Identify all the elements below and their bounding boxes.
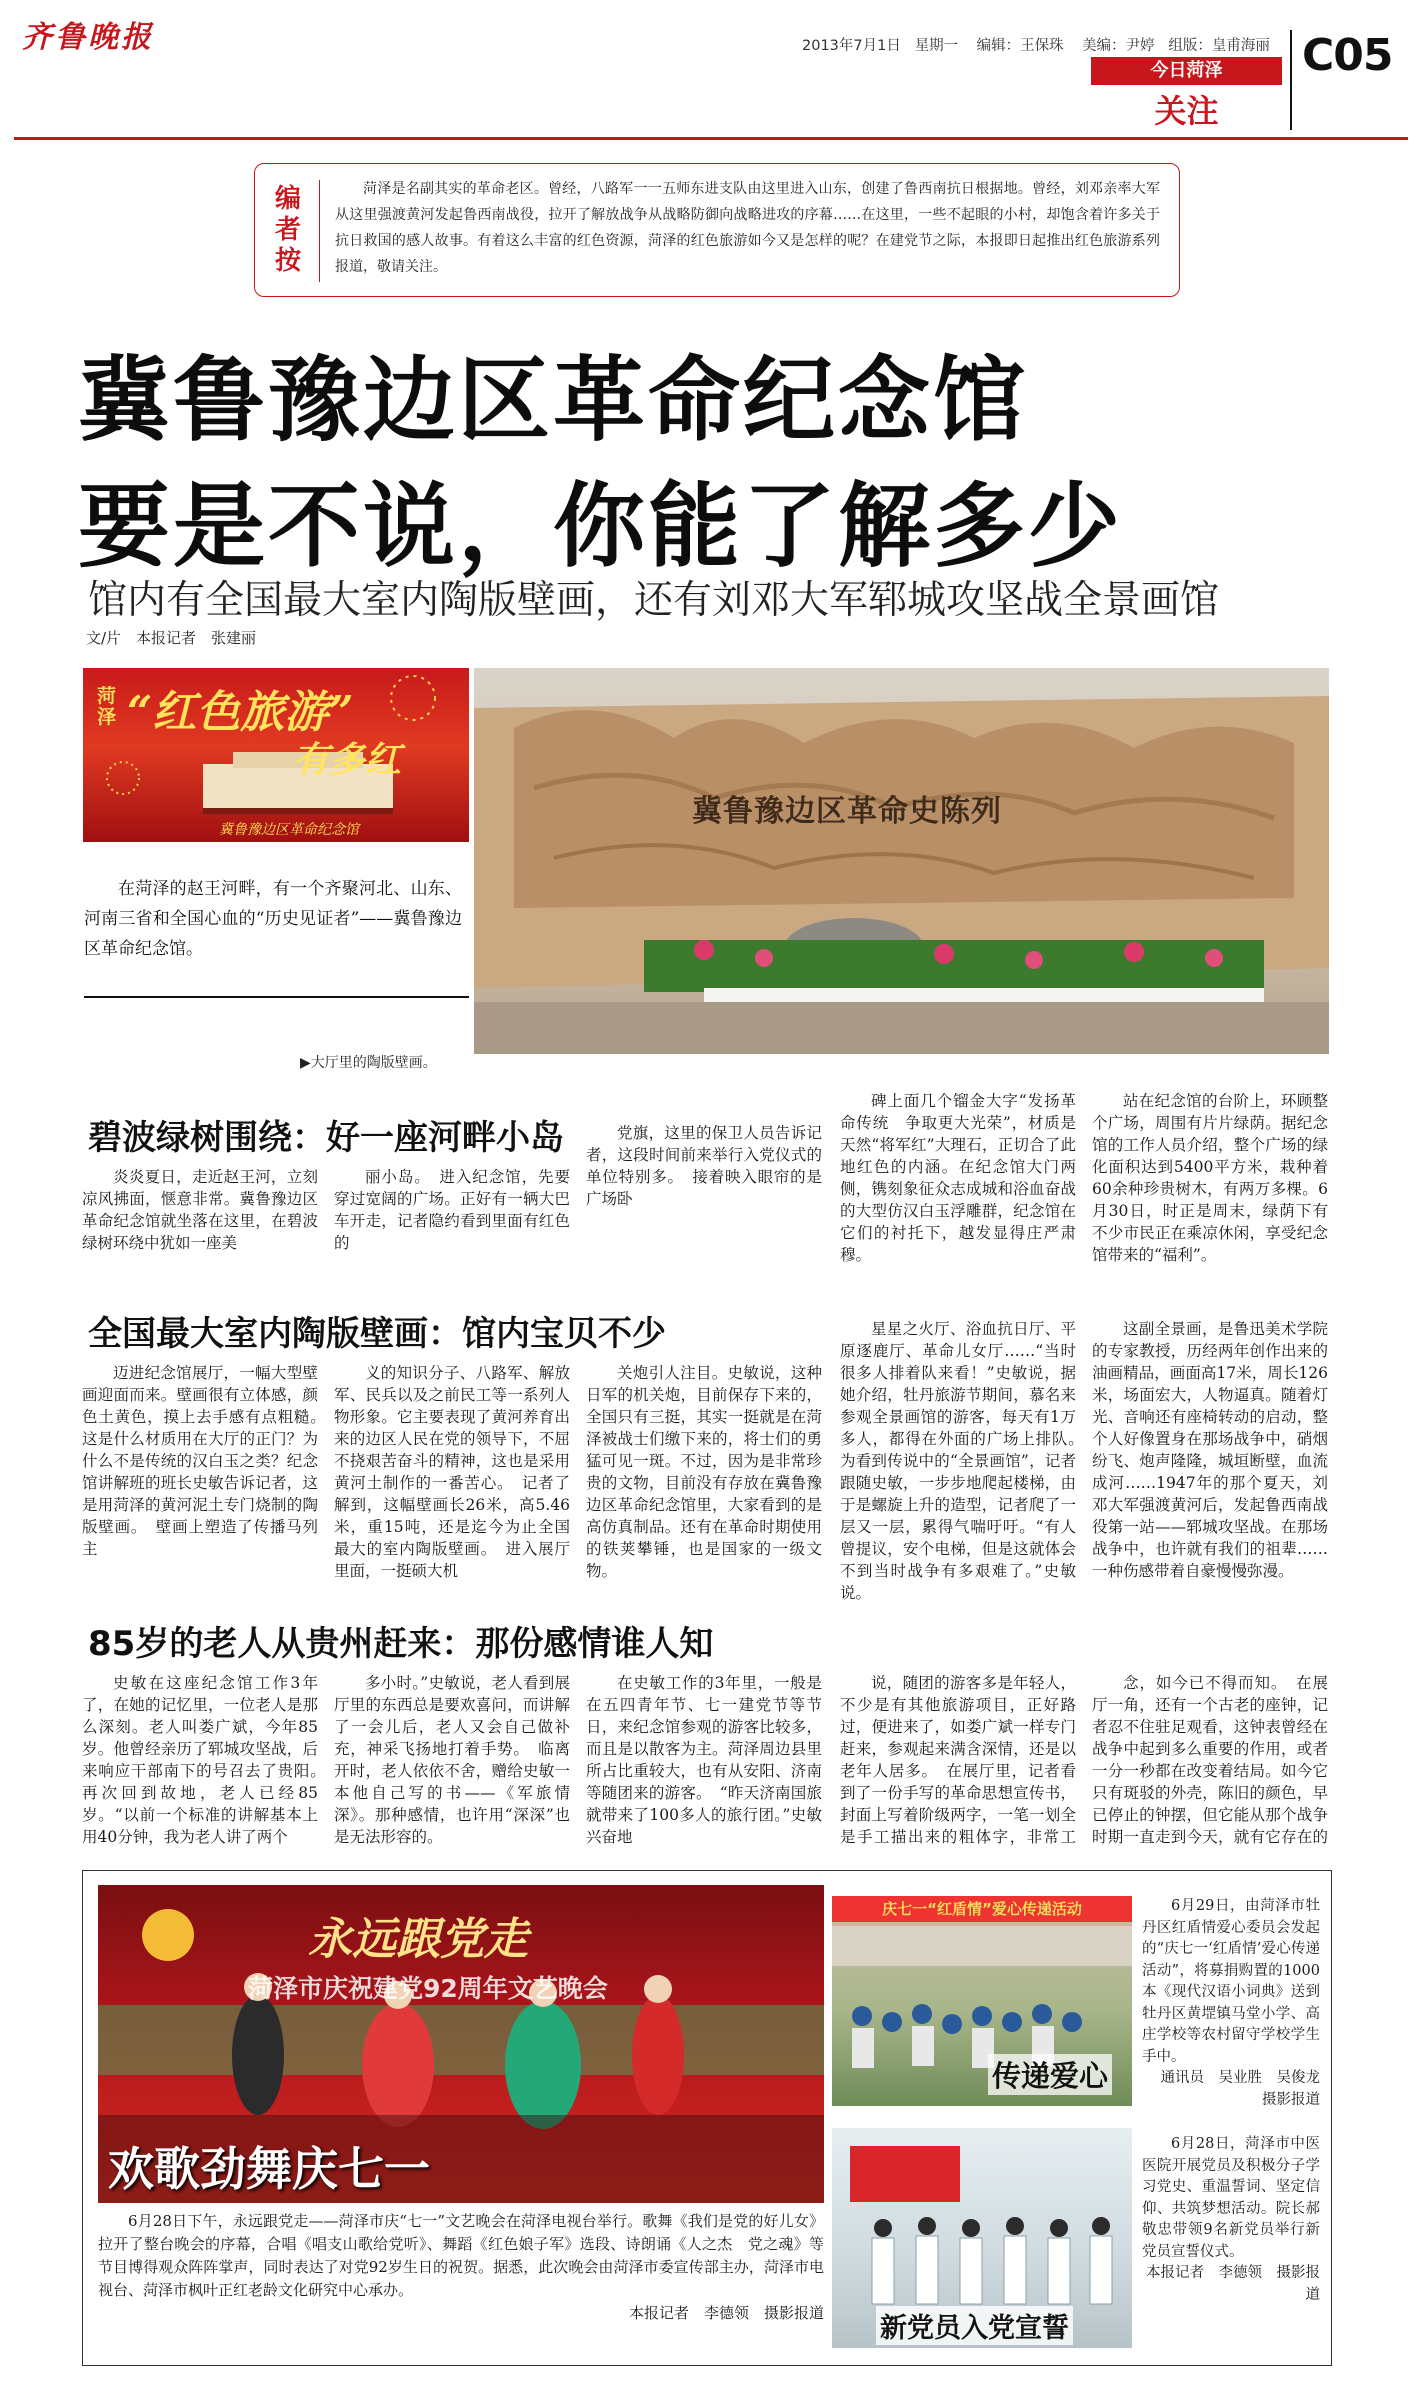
right-col-2a: [1092, 1090, 1328, 1310]
stage-banner: 永远跟党走: [308, 1914, 528, 1965]
section-2-col-3-text: 关炮引人注目。史敏说，这种日军的机关炮，目前保存下来的，全国只有三挺，其实一挺就是在菏泽被战士们缴下来的，将士们的勇猛可见一斑。不过，因为是非常珍贵的文物，目前没有存放在冀鲁豫边区革命纪念馆里，大家看到的是高仿真制品。还有在革命时期使用的铁荚攀锤，也是国家的一级文物。: [586, 1364, 822, 1580]
masthead: [0, 0, 1417, 135]
love-caption-credit: 通讯员 吴业胜 吴俊龙 摄影报道: [1160, 2070, 1335, 2108]
section-3-col-2: [334, 1672, 570, 1850]
masthead-divider: [1290, 30, 1292, 130]
series-badge: [83, 668, 469, 842]
section-1-col-2-text: 丽小岛。 进入纪念馆，先要穿过宽阔的广场。正好有一辆大巴车开走，记者隐约看到里面有红色的: [334, 1168, 570, 1252]
oath-photo: [832, 2128, 1132, 2348]
section-3-col-1-text: 史敏在这座纪念馆工作3年了，在她的记忆里，一位老人是那么深刻。老人叫娄广斌，今年85岁。他曾经亲历了郓城攻坚战，后来响应干部南下的号召去了贵阳。 再次回到故地，老人已经85岁。“以前一个标准的讲解基本上用40分钟，我为老人讲了两个: [82, 1674, 318, 1846]
masthead-rule: [14, 137, 1408, 140]
stage-photo: [98, 1885, 824, 2203]
badge-subtitle: 有多红: [293, 740, 402, 781]
badge-small: 菏泽: [97, 685, 117, 728]
editor-note-text: 菏泽是名副其实的革命老区。曾经，八路军一一五师东进支队由这里进入山东，创建了鲁西南抗日根据地。曾经，刘邓亲率大军从这里强渡黄河发起鲁西南战役，拉开了解放战争从战略防御向战略进攻的序幕……在这里，一些不起眼的小村，却饱含着许多关于抗日救国的感人故事。有着这么丰富的红色资源，菏泽的红色旅游如今又是怎样的呢？在建党节之际，本报即日起推出红色旅游系列报道，敬请关注。: [335, 181, 1160, 275]
newspaper-logo: 齐鲁晚报: [22, 20, 154, 55]
main-photo-caption: ▶大厅里的陶版壁画。: [300, 1055, 437, 1071]
intro-text: 在菏泽的赵王河畔，有一个齐聚河北、山东、河南三省和全国心血的“历史见证者”——冀鲁豫边区革命纪念馆。: [84, 879, 462, 959]
layout-editor-credit: 组版：皇甫海丽: [1168, 38, 1270, 54]
headline-line2: 要是不说，你能了解多少: [78, 473, 1124, 580]
editor-credit: 编辑：王保珠: [976, 38, 1064, 54]
stage-subbanner: 菏泽市庆祝建党92周年文艺晚会: [248, 1974, 608, 2003]
editor-note-divider: [319, 180, 320, 282]
editor-note-label: 编者按: [275, 184, 302, 276]
oath-caption-text: 6月28日，菏泽市中医医院开展党员及积极分子学习党史、重温誓词、坚定信仰、共筑梦想活动。院长郝敬忠带领9名新党员举行新党员宣誓仪式。: [1142, 2136, 1320, 2260]
oath-photo-title: 新党员入党宣誓: [876, 2306, 1073, 2345]
headline-line1: 冀鲁豫边区革命纪念馆: [78, 347, 1029, 454]
section-2-col-3: [586, 1362, 822, 1582]
section-3-title: 85岁的老人从贵州赶来：那份感情谁人知: [88, 1624, 714, 1664]
section-3-col-3: [586, 1672, 822, 1850]
section-2-col-2-text: 义的知识分子、八路军、解放军、民兵以及之前民工等一系列人物形象。它主要表现了黄河养育出来的边区人民在党的领导下，不屈不挠艰苦奋斗的精神，这也是采用黄河土制作的一番苦心。 记者了解到，这幅壁画长26米，高5.46米，重15吨，还是迄今为止全国最大的室内陶版壁画。 进入展厅里面，一挺硕大机: [334, 1364, 570, 1580]
headline-subtitle: 馆内有全国最大室内陶版壁画，还有刘邓大军郓城攻坚战全景画馆: [88, 578, 1220, 623]
intro-rule: [84, 996, 469, 998]
right-col-1a: [840, 1090, 1076, 1310]
stage-caption-credit: 本报记者 李德领 摄影报道: [628, 2304, 824, 2322]
oath-caption-credit: 本报记者 李德领 摄影报道: [1146, 2265, 1320, 2303]
page-number: C05: [1302, 30, 1393, 81]
stage-photo-title: 欢歌劲舞庆七一: [108, 2142, 430, 2196]
right-col-1a-text: 碑上面几个镏金大字“发扬革命传统 争取更大光荣”，材质是天然“将军红”大理石，正切合了此地红色的内涵。在纪念馆大门两侧，镌刻象征众志成城和浴血奋战的大型仿汉白玉浮雕群，纪念馆在它们的衬托下，越发显得庄严肃穆。: [840, 1092, 1076, 1264]
section-3-col-1: [82, 1672, 318, 1850]
right-col-1c-text: 说，随团的游客多是年轻人，不少是有其他旅游项目，正好路过，便进来了，如娄广斌一样专门赶来，参观起来满含深情，还是以老年人居多。 在展厅里，记者看到了一份手写的革命思想宣传书，封面上写着阶级两字，一笔一划全是手工描出来的粗体字，非常工: [840, 1674, 1076, 1846]
issue-date: 2013年7月1日: [802, 38, 901, 54]
section-tag: 今日菏泽: [1091, 57, 1282, 85]
right-col-2b-text: 这副全景画，是鲁迅美术学院的专家教授，历经两年创作出来的油画精品，画面高17米，周长126米，场面宏大，人物逼真。随着灯光、音响还有座椅转动的启动，整个人好像置身在那场战争中，硝烟纷飞、炮声隆隆，城垣断壁，血流成河……1947年的那个夏天，刘邓大军强渡黄河后，发起鲁西南战役第一站——郓城攻坚战。在那场战争中，也许就有我们的祖辈……一种伤感带着自豪慢慢弥漫。: [1092, 1320, 1328, 1580]
art-editor-credit: 美编：尹婷: [1082, 38, 1155, 54]
section-3-col-3-text: 在史敏工作的3年里，一般是在五四青年节、七一建党节等节日，来纪念馆参观的游客比较多，而且是以散客为主。菏泽周边县里所占比重较大，也有从安阳、济南等随团来的游客。 “昨天济南国旅就带来了100多人的旅行团。”史敏兴奋地: [586, 1674, 822, 1846]
section-1-col-2: [334, 1166, 570, 1254]
main-photo: [474, 668, 1329, 1054]
section-2-col-1-text: 迈进纪念馆展厅，一幅大型壁画迎面而来。壁画很有立体感，颜色土黄色，摸上去手感有点粗糙。 这是什么材质用在大厅的正门？为什么不是传统的汉白玉之类？纪念馆讲解班的班长史敏告诉记者，这是用菏泽的黄河泥土专门烧制的陶版壁画。 壁画上塑造了传播马列主: [82, 1364, 318, 1558]
stage-caption-text: 6月28日下午，永远跟党走——菏泽市庆“七一”文艺晚会在菏泽电视台举行。歌舞《我们是党的好儿女》拉开了整台晚会的序幕，合唱《唱支山歌给党听》、舞蹈《红色娘子军》选段、诗朗诵《人之杰 党之魂》等节目博得观众阵阵掌声，同时表达了对党92岁生日的祝贺。据悉，此次晚会由菏泽市委宣传部主办，菏泽市电视台、菏泽市枫叶正红老龄文化研究中心承办。: [98, 2212, 824, 2299]
badge-title: “红色旅游”: [127, 687, 354, 738]
section-2-col-2: [334, 1362, 570, 1582]
stage-caption: [98, 2210, 824, 2325]
section-2-col-1: [82, 1362, 318, 1582]
love-caption-text: 6月29日，由菏泽市牡丹区红盾情爱心委员会发起的“庆七一‘红盾情’爱心传递活动”，将募捐购置的1000本《现代汉语小词典》送到牡丹区黄堽镇马堂小学、高庄学校等农村留守学校学生手中。: [1142, 1898, 1320, 2065]
issue-meta: [802, 34, 1270, 55]
section-1-col-1: [82, 1166, 318, 1254]
right-col-1b: [840, 1318, 1076, 1648]
section-1-col-1-text: 炎炎夏日，走近赵王河，立刻凉风拂面，惬意非常。冀鲁豫边区革命纪念馆就坐落在这里，在碧波绿树环绕中犹如一座美: [82, 1168, 318, 1252]
oath-caption: [1142, 2134, 1320, 2306]
section-1-title: 碧波绿树围绕：好一座河畔小岛: [88, 1118, 564, 1158]
right-col-1b-text: 星星之火厅、浴血抗日厅、平原逐鹿厅、革命儿女厅……“当时很多人排着队来看！”史敏说，据她介绍，牡丹旅游节期间，慕名来参观全景画馆的游客，每天有1万多人，都得在外面的广场上排队。 为看到传说中的“全景画馆”，记者跟随史敏，一步步地爬起楼梯，由于是螺旋上升的造型，记者爬了一层又一层，累得气喘吁吁。“有人曾提议，安个电梯，但是这就体会不到当时战争有多艰难了。”史敏说。: [840, 1320, 1076, 1602]
right-col-2c-text: 念，如今已不得而知。 在展厅一角，还有一个古老的座钟，记者忍不住驻足观看，这钟表曾经在战争中起到多么重要的作用，或者一分一秒都在改变着结局。如今它只有斑驳的外壳，陈旧的颜色，早已停止的钟摆，但它能从那个战争时期一直走到今天，就有它存在的: [1092, 1674, 1328, 1846]
section-3-col-2-text: 多小时。”史敏说，老人看到展厅里的东西总是要欢喜问，而讲解了一会儿后，老人又会自己做补充，神采飞扬地打着手势。 临离开时，老人依依不舍，赠给史敏一本他自己写的书——《军旅情深》。那种感情，也许用“深深”也是无法形容的。: [334, 1674, 570, 1846]
editor-note-box: [254, 163, 1180, 297]
section-name: 关注: [1154, 92, 1219, 130]
love-photo-title: 传递爱心: [988, 2054, 1112, 2095]
byline: 文/片 本报记者 张建丽: [86, 629, 257, 647]
issue-weekday: 星期一: [914, 38, 959, 54]
mural-drawing: [474, 668, 1329, 1054]
right-col-1c: [840, 1672, 1076, 1850]
badge-banner: 冀鲁豫边区革命纪念馆: [219, 822, 359, 838]
mural-inscription: 冀鲁豫边区革命史陈列: [692, 794, 1002, 829]
right-col-2b: [1092, 1318, 1328, 1648]
love-banner: 庆七一“红盾情”爱心传递活动: [832, 1896, 1132, 1922]
love-photo: [832, 1896, 1132, 2106]
right-col-2a-text: 站在纪念馆的台阶上，环顾整个广场，周围有片片绿荫。据纪念馆的工作人员介绍，整个广场的绿化面积达到5400平方米，栽种着60余种珍贵树木，有两万多棵。6月30日，时正是周末，绿荫下有不少市民正在乘凉休闲，享受纪念馆带来的“福利”。: [1092, 1092, 1328, 1264]
section-1-col-3-text: 党旗，这里的保卫人员告诉记者，这段时间前来举行入党仪式的单位特别多。 接着映入眼帘的是广场卧: [586, 1124, 822, 1208]
section-1-col-3: [586, 1122, 822, 1254]
right-col-2c: [1092, 1672, 1328, 1850]
section-2-title: 全国最大室内陶版壁画：馆内宝贝不少: [88, 1314, 666, 1354]
love-caption: [1142, 1896, 1335, 2111]
